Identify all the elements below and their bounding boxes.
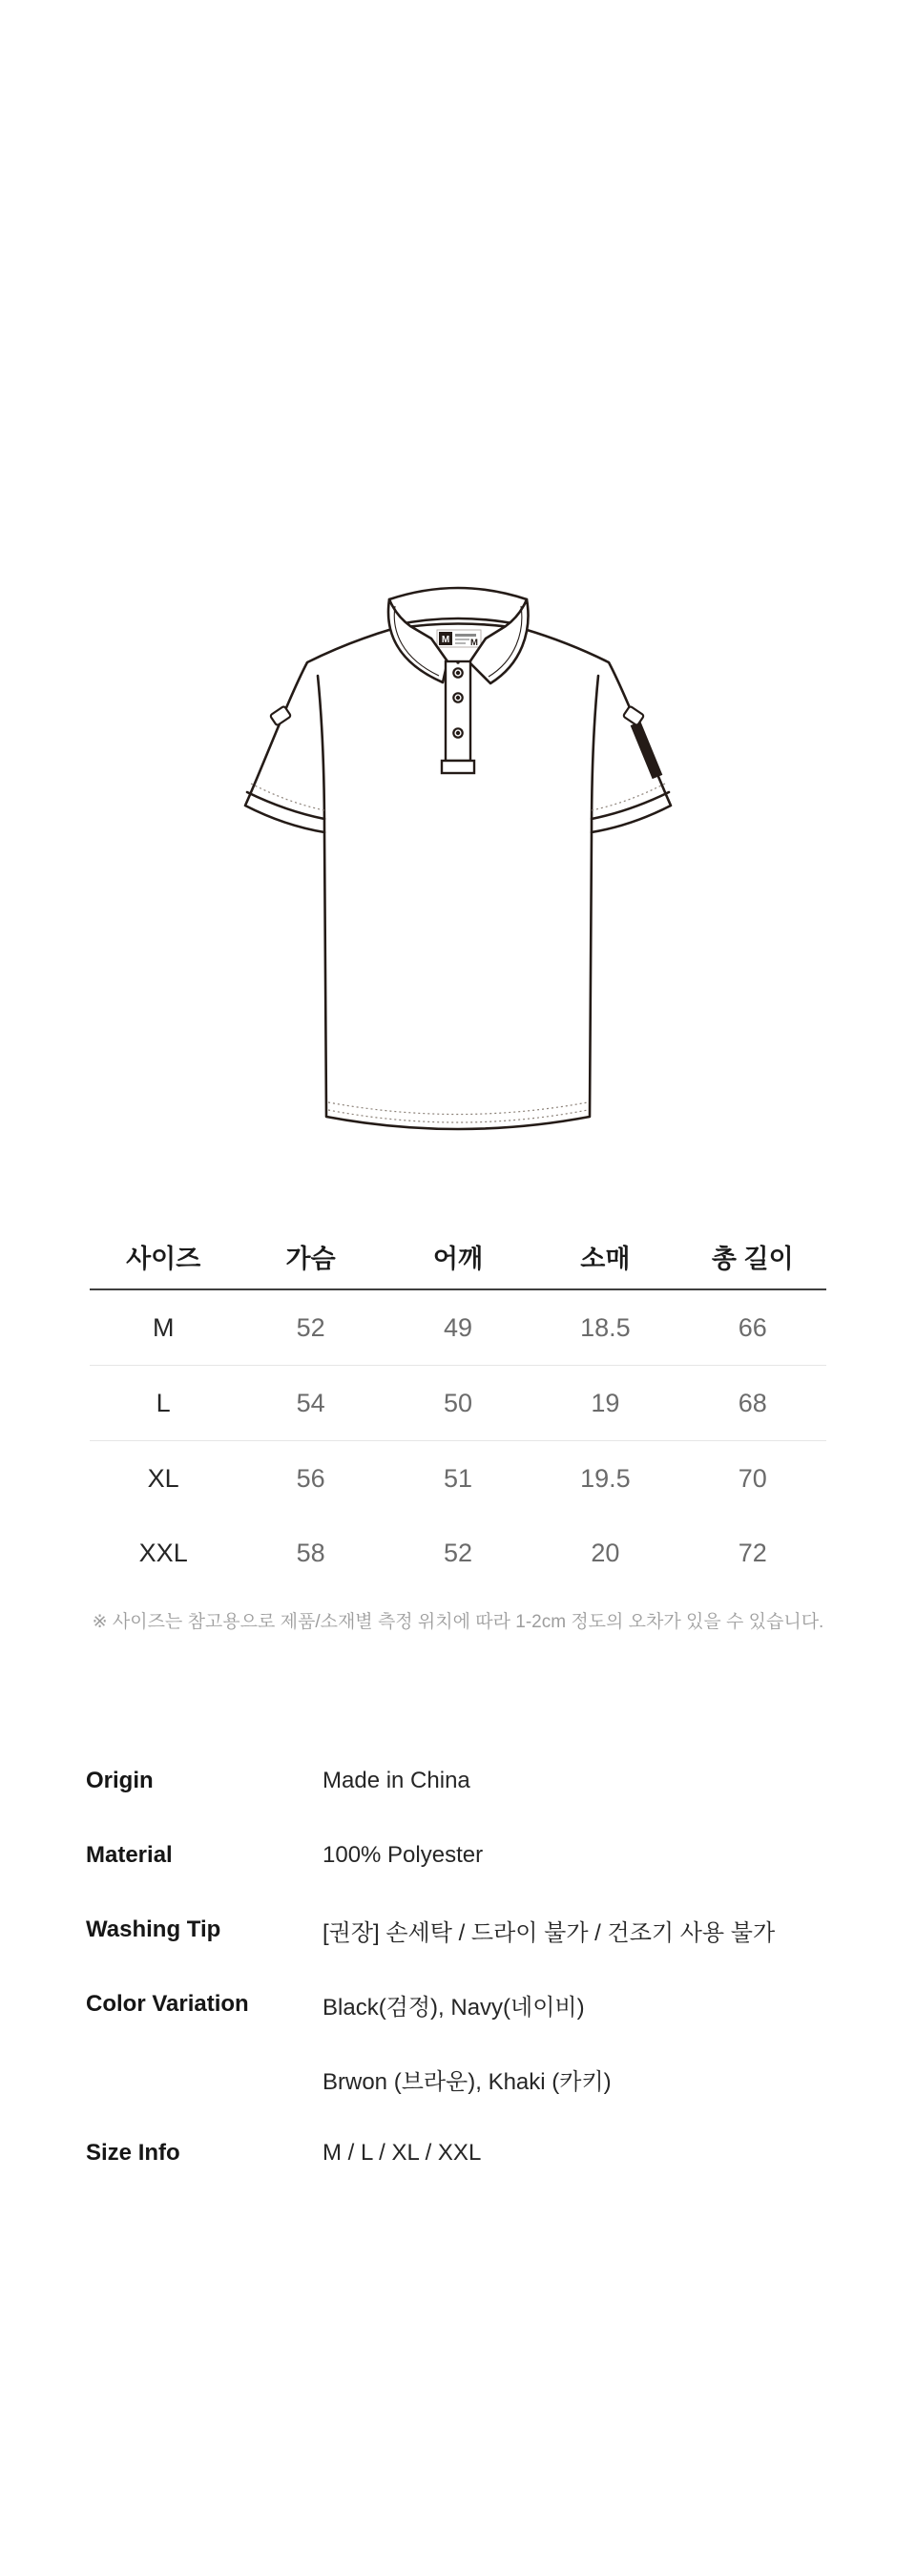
cell-sleeve: 19.5: [580, 1463, 631, 1493]
table-row: [90, 1366, 826, 1441]
cell-shoulder: 52: [443, 1538, 473, 1567]
info-value: Black(검정), Navy(네이비): [323, 1994, 585, 2021]
info-label: Size Info: [86, 2140, 180, 2166]
label-size-letter: M: [470, 638, 478, 648]
info-row-color-variation: [86, 1967, 840, 2042]
cell-chest: 54: [296, 1388, 325, 1417]
label-fine-print: [455, 634, 476, 637]
cell-size: L: [156, 1388, 171, 1417]
cell-length: 72: [738, 1538, 767, 1567]
cell-length: 70: [738, 1463, 767, 1493]
info-label: Origin: [86, 1768, 154, 1793]
cell-length: 66: [738, 1312, 767, 1342]
column-header-shoulder: 어깨: [432, 1245, 484, 1273]
info-value: M / L / XL / XXL: [323, 2140, 482, 2166]
info-row-origin: [86, 1744, 840, 1818]
collar-size-label: [437, 630, 481, 648]
size-disclaimer-note: ※ 사이즈는 참고용으로 제품/소재별 측정 위치에 따라 1-2cm 정도의 오차가 있을 수 있습니다.: [92, 1612, 824, 1632]
column-header-chest: 가슴: [285, 1245, 336, 1273]
info-label: Washing Tip: [86, 1916, 221, 1942]
info-value: [권장] 손세탁 / 드라이 불가 / 건조기 사용 불가: [323, 1919, 776, 1946]
table-row: [90, 1441, 826, 1516]
size-table-header: [90, 1225, 826, 1290]
cell-shoulder: 51: [443, 1463, 473, 1493]
cell-chest: 58: [296, 1538, 325, 1567]
column-header-size: 사이즈: [126, 1245, 201, 1273]
cell-shoulder: 50: [443, 1388, 473, 1417]
cell-chest: 52: [296, 1312, 325, 1342]
info-value: Brwon (브라운), Khaki (카키): [323, 2068, 612, 2095]
polo-shirt-illustration: [219, 571, 697, 1153]
info-label: Material: [86, 1842, 173, 1868]
cell-shoulder: 49: [443, 1312, 473, 1342]
info-label: Color Variation: [86, 1991, 249, 2017]
table-row: [90, 1290, 826, 1366]
info-value: Made in China: [323, 1768, 470, 1793]
cell-sleeve: 18.5: [580, 1312, 631, 1342]
cell-size: XL: [147, 1463, 179, 1493]
label-logo-letter: M: [441, 635, 450, 645]
info-row-color-variation-2: [86, 2042, 840, 2116]
cell-length: 68: [738, 1388, 767, 1417]
info-row-size-info: [86, 2116, 840, 2190]
info-row-material: [86, 1818, 840, 1893]
info-value: 100% Polyester: [323, 1842, 484, 1868]
size-table: [90, 1225, 826, 1590]
cell-size: XXL: [138, 1538, 188, 1567]
button-icon: [452, 692, 464, 703]
product-info-list: [86, 1744, 840, 2190]
button-placket: [442, 660, 474, 773]
button-icon: [452, 727, 464, 739]
cell-size: M: [152, 1312, 175, 1342]
table-row: [90, 1516, 826, 1590]
info-row-washing-tip: [86, 1893, 840, 1967]
column-header-length: 총 길이: [711, 1245, 794, 1273]
cell-sleeve: 19: [591, 1388, 620, 1417]
label-fine-print: [455, 642, 466, 644]
polo-shirt-flat-sketch: [219, 571, 697, 1153]
column-header-sleeve: 소매: [580, 1245, 631, 1273]
collar-back-band: [389, 588, 527, 625]
button-icon: [452, 667, 464, 679]
label-fine-print: [455, 639, 469, 640]
cell-sleeve: 20: [591, 1538, 620, 1567]
placket-top-dot: [456, 660, 459, 663]
cell-chest: 56: [296, 1463, 325, 1493]
